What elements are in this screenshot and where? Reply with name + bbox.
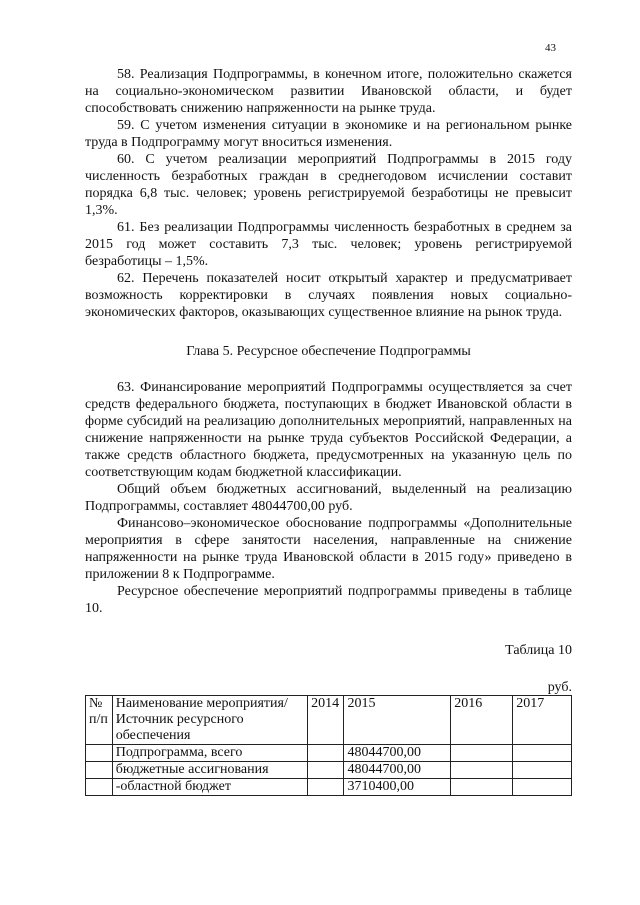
paragraph-59: 59. С учетом изменения ситуации в экономике и на региональном рынке труда в Подпрограмму могут вноситься изменения. xyxy=(85,118,572,150)
table-cell xyxy=(513,745,572,762)
table-cell: Подпрограмма, всего xyxy=(112,745,307,762)
paragraph-60: 60. С учетом реализации мероприятий Подпрограммы в 2015 году численность безработных граждан в среднегодовом исчислении составит порядка 6,8 тыс. человек; уровень регистрируемой безработицы не превысит 1,3%. xyxy=(85,152,572,218)
table-cell: 48044700,00 xyxy=(344,745,451,762)
table-header-row xyxy=(86,696,572,745)
header-cell-2017: 2017 xyxy=(513,696,572,745)
table-cell xyxy=(513,779,572,796)
table-cell xyxy=(451,745,513,762)
table-row xyxy=(86,779,572,796)
table-cell xyxy=(86,762,113,779)
table-cell xyxy=(308,779,344,796)
table-cell xyxy=(86,745,113,762)
paragraph-61: 61. Без реализации Подпрограммы численность безработных в среднем за 2015 год может составить 7,3 тыс. человек; уровень регистрируемой безработицы – 1,5%. xyxy=(85,220,572,269)
table-row xyxy=(86,762,572,779)
paragraph-total-budget: Общий объем бюджетных ассигнований, выделенный на реализацию Подпрограммы, составляет 48044700,00 руб. xyxy=(85,482,572,514)
paragraph-63: 63. Финансирование мероприятий Подпрограммы осуществляется за счет средств федерального бюджета, поступающих в бюджет Ивановской области в форме субсидий на реализацию дополнительных мероприятий, направленных на снижение напряженности на рынке труда субъектов Российской Федерации, а также средств областного бюджета, предусмотренных на указанную цель по соответствующим кодам бюджетной классификации. xyxy=(85,380,572,480)
header-cell-name: Наименование мероприятия/ Источник ресурсного обеспечения xyxy=(112,696,307,745)
table-caption: Таблица 10 xyxy=(505,643,572,658)
paragraph-58: 58. Реализация Подпрограммы, в конечном итоге, положительно скажется на социально-экономическом развитии Ивановской области, и будет способствовать снижению напряженности на рынке труда. xyxy=(85,67,572,116)
document-body xyxy=(85,66,572,796)
table-row xyxy=(86,745,572,762)
paragraph-resource-reference: Ресурсное обеспечение мероприятий подпрограммы приведены в таблице 10. xyxy=(85,584,572,616)
chapter-heading: Глава 5. Ресурсное обеспечение Подпрограммы xyxy=(186,344,471,359)
table-cell xyxy=(308,762,344,779)
table-cell: 48044700,00 xyxy=(344,762,451,779)
header-cell-2014: 2014 xyxy=(308,696,344,745)
paragraph-62: 62. Перечень показателей носит открытый характер и предусматривает возможность корректировки в случаях появления новых социально-экономических факторов, оказывающих существенное влияние на рынок труда. xyxy=(85,271,572,320)
table-cell: бюджетные ассигнования xyxy=(112,762,307,779)
table-cell xyxy=(86,779,113,796)
table-cell xyxy=(308,745,344,762)
header-cell-number: № п/п xyxy=(86,696,113,745)
header-cell-2015: 2015 xyxy=(344,696,451,745)
table-cell: -областной бюджет xyxy=(112,779,307,796)
table-cell xyxy=(513,762,572,779)
table-cell xyxy=(451,762,513,779)
resource-table xyxy=(85,695,572,796)
header-cell-2016: 2016 xyxy=(451,696,513,745)
table-units: руб. xyxy=(547,680,572,695)
table-cell: 3710400,00 xyxy=(344,779,451,796)
table-cell xyxy=(451,779,513,796)
paragraph-justification: Финансово–экономическое обоснование подпрограммы «Дополнительные мероприятия в сфере занятости населения, направленные на снижение напряженности на рынке труда Ивановской области в 2015 году» приведено в приложении 8 к Подпрограмме. xyxy=(85,516,572,582)
page-number: 43 xyxy=(545,42,556,54)
